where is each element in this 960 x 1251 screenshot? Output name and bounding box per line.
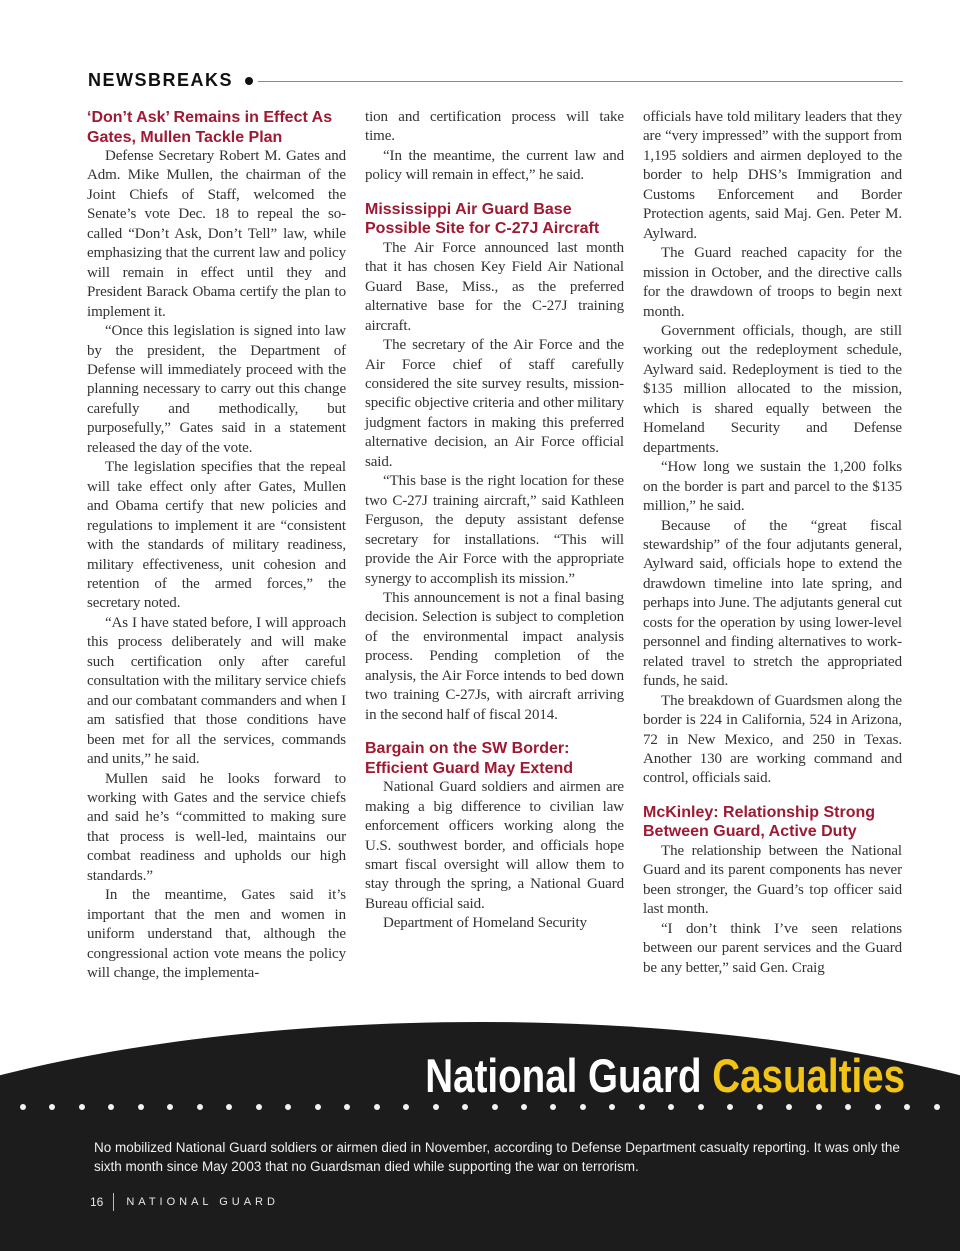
paragraph: The Guard reached capacity for the mission in October, and the directive calls for the drawdown of troops to begin next month.	[643, 245, 902, 320]
divider-dot	[433, 1104, 439, 1110]
footer-divider	[113, 1193, 114, 1211]
article-headline: Mississippi Air Guard Base Possible Site for C-27J Aircraft	[365, 200, 600, 238]
divider-dot	[580, 1104, 586, 1110]
paragraph: Department of Homeland Security	[383, 915, 587, 932]
paragraph: “This base is the right location for these two C-27J training aircraft,” said Kathleen Ferguson, the deputy assistant defense secretary for installations. “This will provide the Air Force with the appropriate synergy to accomplish its mission.”	[365, 473, 624, 587]
divider-dot	[845, 1104, 851, 1110]
page-footer	[90, 1193, 279, 1211]
divider-dot	[403, 1104, 409, 1110]
divider-dot	[344, 1104, 350, 1110]
divider-dot	[256, 1104, 262, 1110]
paragraph: “I don’t think I’ve seen relations between our parent services and the Guard be any better,” said Gen. Craig	[643, 920, 902, 976]
divider-dot	[49, 1104, 55, 1110]
divider-dot	[138, 1104, 144, 1110]
divider-dot	[285, 1104, 291, 1110]
paragraph: Mullen said he looks forward to working with Gates and the service chiefs and said he’s “committed to making sure that process is well-led, maintains our combat readiness and upholds our high standards.”	[87, 770, 346, 884]
paragraph: tion and certification process will take time.	[365, 109, 624, 145]
header-rule	[258, 81, 903, 82]
paragraph: “In the meantime, the current law and policy will remain in effect,” he said.	[365, 147, 624, 184]
divider-dot	[934, 1104, 940, 1110]
divider-dot	[875, 1104, 881, 1110]
paragraph: This announcement is not a final basing decision. Selection is subject to completion of the environmental impact analysis process. Pending completion of the analysis, the Air Force intends to bed down two training C-27Js, with aircraft arriving in the second half of fiscal 2014.	[365, 589, 624, 723]
divider-dot	[79, 1104, 85, 1110]
bullet-dot	[245, 77, 253, 85]
paragraph: Defense Secretary Robert M. Gates and Adm. Mike Mullen, the chairman of the Joint Chiefs of Staff, welcomed the Senate’s vote Dec. 18 to repeal the so-called “Don’t Ask, Don’t Tell” law, while emphasizing that the current law and policy will remain in effect until they and President Barack Obama certify the plan to implement it.	[87, 148, 346, 320]
paragraph: Because of the “great fiscal stewardship” of the four adjutants general, Aylward said, officials hope to extend the drawdown timeline into late spring, and perhaps into June. The adjutants general cut costs for the operation by using lower-level personnel and finding alternatives to work-related travel to stretch the appropriated funds, he said.	[643, 517, 902, 690]
column-3	[643, 108, 902, 978]
divider-dot	[550, 1104, 556, 1110]
divider-dot	[904, 1104, 910, 1110]
paragraph: The Air Force announced last month that it has chosen Key Field Air National Guard Base, Miss., as the preferred alternative base for the C-27J training aircraft.	[365, 239, 624, 334]
divider-dot	[226, 1104, 232, 1110]
article-dont-ask	[87, 108, 346, 983]
article-sw-border	[365, 739, 624, 934]
paragraph: “How long we sustain the 1,200 folks on the border is part and parcel to the $135 million,” he said.	[643, 459, 902, 515]
column-1	[87, 108, 346, 983]
divider-dot	[639, 1104, 645, 1110]
casualties-title-gold: Casualties	[712, 1049, 905, 1102]
divider-dot	[374, 1104, 380, 1110]
casualties-title	[425, 1048, 905, 1104]
divider-dot	[816, 1104, 822, 1110]
paragraph: officials have told military leaders that they are “very impressed” with the support from 1,195 soldiers and airmen deployed to the border to help DHS’s Immigration and Customs Enforcement and Border Protection agents, said Maj. Gen. Peter M. Aylward.	[643, 109, 902, 242]
article-dont-ask-continued	[365, 108, 624, 186]
divider-dot	[167, 1104, 173, 1110]
article-headline: McKinley: Relationship Strong Between Guard, Active Duty	[643, 803, 876, 841]
article-mississippi	[365, 200, 624, 725]
divider-dot	[786, 1104, 792, 1110]
paragraph: The breakdown of Guardsmen along the border is 224 in California, 524 in Arizona, 72 in New Mexico, and 250 in Texas. Another 130 are working command and control, officials said.	[643, 692, 902, 787]
divider-dot	[197, 1104, 203, 1110]
paragraph: The relationship between the National Guard and its parent components has never been stronger, the Guard’s top officer said last month.	[643, 842, 902, 918]
divider-dot	[492, 1104, 498, 1110]
article-headline: Bargain on the SW Border: Efficient Guard May Extend	[365, 740, 574, 777]
divider-dot	[757, 1104, 763, 1110]
divider-dot	[668, 1104, 674, 1110]
divider-dot	[315, 1104, 321, 1110]
paragraph: Government officials, though, are still working out the redeployment schedule, Aylward said. Redeployment is tied to the $135 million allocated to the mission, which is shared equally between the Homeland Security and Defense departments.	[643, 322, 902, 456]
page-number: 16	[90, 1195, 104, 1209]
article-headline: ‘Don’t Ask’ Remains in Effect As Gates, Mullen Tackle Plan	[87, 109, 333, 146]
casualties-title-white: National Guard	[425, 1049, 702, 1102]
divider-dot	[462, 1104, 468, 1110]
divider-dot	[698, 1104, 704, 1110]
divider-dot	[727, 1104, 733, 1110]
dot-divider	[20, 1104, 940, 1112]
article-sw-border-continued	[643, 108, 902, 789]
casualties-text: No mobilized National Guard soldiers or airmen died in November, according to Defense Department casualty reporting. It was only the sixth month since May 2003 that no Guardsman died while supporting the war on terrorism.	[94, 1140, 900, 1174]
section-header	[88, 70, 903, 92]
divider-dot	[20, 1104, 26, 1110]
divider-dot	[609, 1104, 615, 1110]
divider-dot	[521, 1104, 527, 1110]
column-2	[365, 108, 624, 934]
article-mckinley	[643, 803, 902, 978]
paragraph: The secretary of the Air Force and the Air Force chief of staff carefully considered the site survey results, mission-specific objective criteria and other military judgment factors in making this preferred alternative decision, an Air Force official said.	[365, 337, 624, 470]
magazine-name: NATIONAL GUARD	[126, 1196, 279, 1208]
paragraph: National Guard soldiers and airmen are making a big difference to civilian law enforcement officers working along the U.S. southwest border, and officials hope smart fiscal oversight will allow them to stay through the spring, a National Guard Bureau official said.	[365, 779, 624, 912]
section-label: NEWSBREAKS	[88, 70, 234, 90]
divider-dot	[108, 1104, 114, 1110]
paragraph: “Once this legislation is signed into law by the president, the Department of Defense will immediately proceed with the planning necessary to carry out this change carefully and methodically, but purposefully,” Gates said in a statement released the day of the vote.	[87, 323, 346, 456]
paragraph: The legislation specifies that the repeal will take effect only after Gates, Mullen and Obama certify that new policies and regulations to implement it are “consistent with the standards of military readiness, military effectiveness, unit cohesion and retention of the armed forces,” the secretary noted.	[87, 459, 346, 612]
paragraph: In the meantime, Gates said it’s important that the men and women in uniform understand that, although the congressional action vote means the policy will change, the implementa-	[87, 887, 346, 982]
paragraph: “As I have stated before, I will approach this process deliberately and will make such certification only after careful consultation with the military service chiefs and our combatant commanders and when I am satisfied that those conditions have been met for all the services, commands and units,” he said.	[87, 614, 346, 768]
